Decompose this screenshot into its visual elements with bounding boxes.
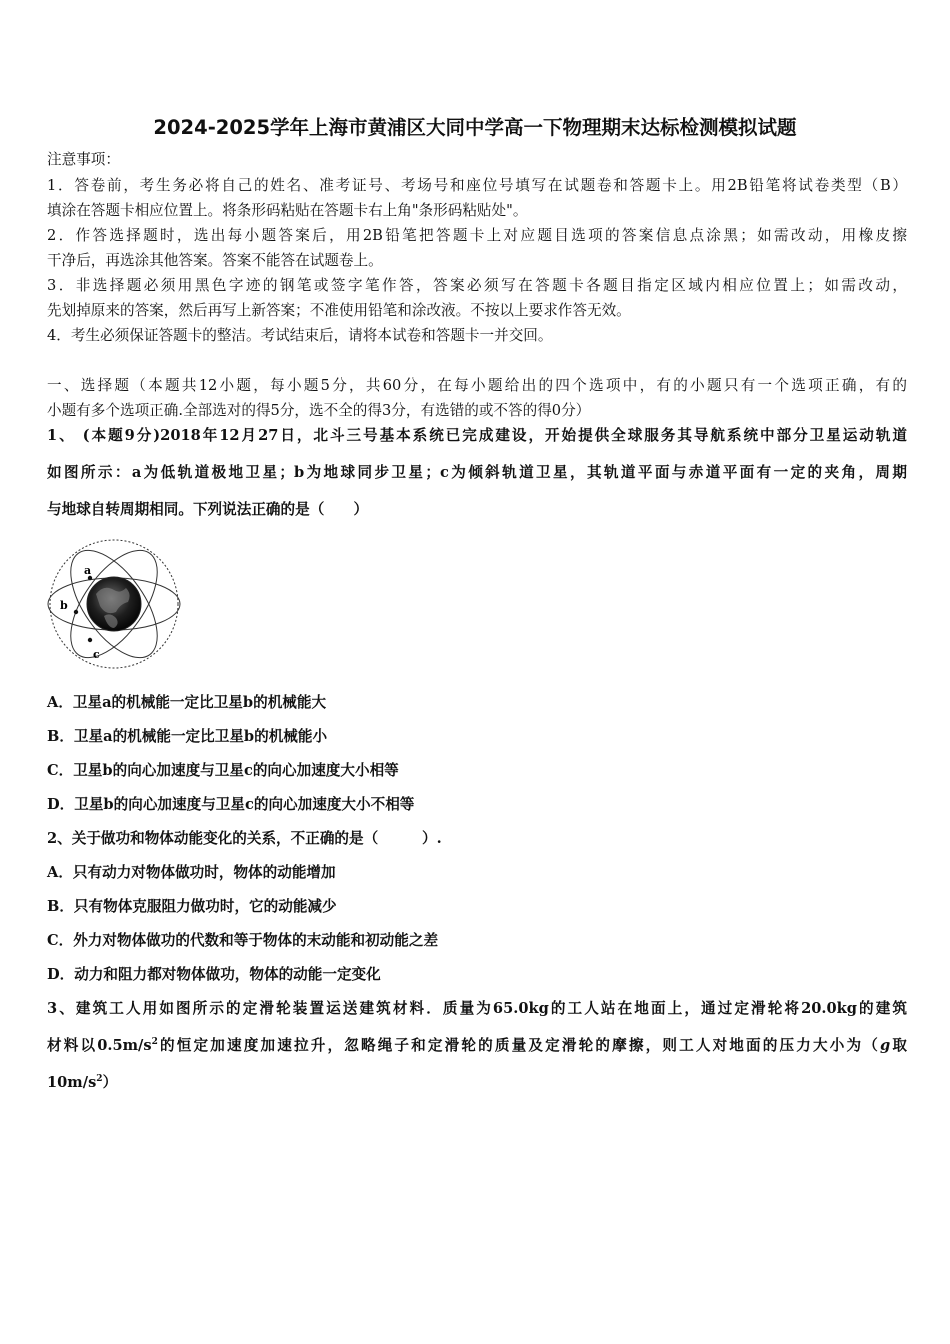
notice-line-3a: 3．非选择题必须用黑色字迹的钢笔或签字笔作答，答案必须写在答题卡各题目指定区域内相应位置上；如需改动， [47, 277, 907, 294]
notice-line-3b: 先划掉原来的答案，然后再写上新答案；不准使用铅笔和涂改液。不按以上要求作答无效。 [47, 302, 631, 319]
satellite-orbit-figure [44, 534, 184, 674]
page-title: 2024-2025学年上海市黄浦区大同中学高一下物理期末达标检测模拟试题 [153, 116, 797, 139]
label-c: c [93, 648, 100, 661]
q2-option-b: B．只有物体克服阻力做功时，它的动能减少 [47, 898, 337, 915]
q3-stem-line-a: 3、建筑工人用如图所示的定滑轮装置运送建筑材料．质量为65.0kg的工人站在地面上，通过定滑轮将20.0kg的建筑 [47, 1000, 907, 1017]
label-a: a [84, 564, 92, 577]
q2-option-a: A．只有动力对物体做功时，物体的动能增加 [47, 864, 336, 881]
q3-stem-line-c: $10m/s^2$） [47, 1074, 118, 1091]
section1-line-a: 一、选择题（本题共12小题，每小题5分，共60分，在每小题给出的四个选项中，有的小题只有一个选项正确，有的 [47, 377, 907, 394]
q1-option-d: D．卫星b的向心加速度与卫星c的向心加速度大小不相等 [47, 796, 415, 813]
q2-option-c: C．外力对物体做功的代数和等于物体的末动能和初动能之差 [47, 932, 439, 949]
notice-line-1b: 填涂在答题卡相应位置上。将条形码粘贴在答题卡右上角"条形码粘贴处"。 [47, 202, 528, 219]
q2-option-d: D．动力和阻力都对物体做功，物体的动能一定变化 [47, 966, 381, 983]
q1-stem-line-b: 如图所示：a为低轨道极地卫星；b为地球同步卫星；c为倾斜轨道卫星，其轨道平面与赤道平面有一定的夹角，周期 [47, 464, 907, 481]
label-b: b [60, 599, 68, 612]
satellite-b-dot [74, 610, 78, 614]
notice-heading: 注意事项： [47, 151, 120, 168]
q3-stem-line-b: 材料以$0.5m/s^2$的恒定加速度加速拉升，忽略绳子和定滑轮的质量及定滑轮的摩擦，则工人对地面的压力大小为（g取 [47, 1037, 907, 1054]
q1-option-c: C．卫星b的向心加速度与卫星c的向心加速度大小相等 [47, 762, 399, 779]
notice-line-2b: 干净后，再选涂其他答案。答案不能答在试题卷上。 [47, 252, 383, 269]
notice-line-1a: 1．答卷前，考生务必将自己的姓名、准考证号、考场号和座位号填写在试题卷和答题卡上。用2B铅笔将试卷类型（B） [47, 177, 907, 194]
q1-option-a: A．卫星a的机械能一定比卫星b的机械能大 [47, 694, 327, 711]
q1-stem-line-c: 与地球自转周期相同。下列说法正确的是（ ） [47, 501, 369, 518]
q2-stem: 2、关于做功和物体动能变化的关系，不正确的是（ ）. [47, 830, 442, 847]
q1-option-b: B．卫星a的机械能一定比卫星b的机械能小 [47, 728, 328, 745]
notice-line-2a: 2．作答选择题时，选出每小题答案后，用2B铅笔把答题卡上对应题目选项的答案信息点涂黑；如需改动，用橡皮擦 [47, 227, 907, 244]
q1-stem-line-a: 1、 (本题9分)2018年12月27日，北斗三号基本系统已完成建设，开始提供全球服务其导航系统中部分卫星运动轨道 [47, 427, 907, 444]
satellite-c-dot [88, 638, 92, 642]
section1-line-b: 小题有多个选项正确.全部选对的得5分，选不全的得3分，有选错的或不答的得0分） [47, 402, 591, 419]
notice-line-4: 4．考生必须保证答题卡的整洁。考试结束后，请将本试卷和答题卡一并交回。 [47, 327, 553, 344]
